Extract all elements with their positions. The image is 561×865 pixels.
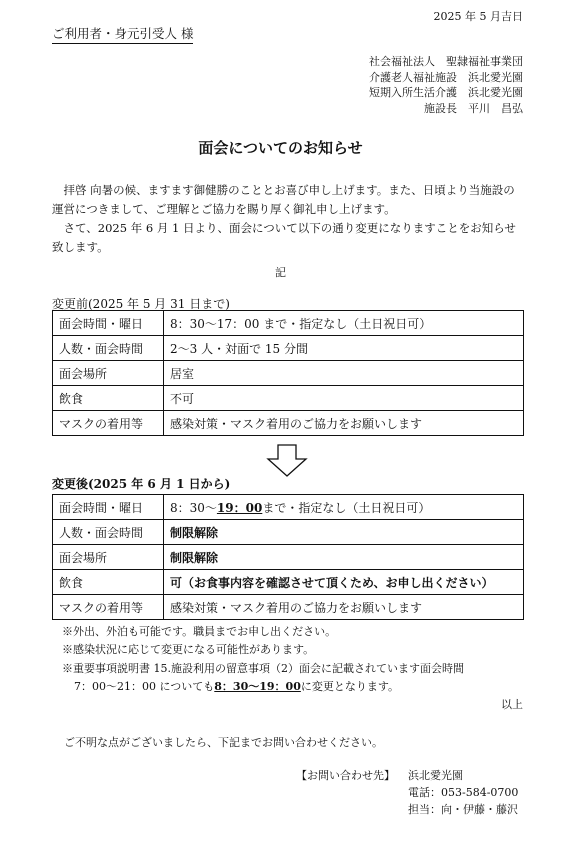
body-paragraph: さて、2025 年 6 月 1 日より、面会について以下の通り変更になりますことをお知らせ致します。 bbox=[52, 221, 516, 254]
contact-label: 【お問い合わせ先】 bbox=[296, 769, 395, 782]
table-row bbox=[53, 595, 524, 620]
table-value bbox=[164, 495, 524, 520]
closing-mark: 以上 bbox=[501, 698, 523, 711]
table-row bbox=[53, 361, 524, 386]
table-value: 居室 bbox=[164, 361, 524, 386]
table-key: 飲食 bbox=[53, 386, 164, 411]
contact-block bbox=[408, 767, 518, 818]
table-value: 2〜3 人・対面で 15 分間 bbox=[164, 336, 524, 361]
note-text: 7：00〜21：00 についても bbox=[74, 679, 215, 693]
table-value: 感染対策・マスク着用のご協力をお願いします bbox=[164, 595, 524, 620]
table-row bbox=[53, 411, 524, 436]
table-key: マスクの着用等 bbox=[53, 411, 164, 436]
table-row bbox=[53, 545, 524, 570]
contact-phone: 電話：053-584-0700 bbox=[408, 786, 519, 799]
table-value: 制限解除 bbox=[164, 545, 524, 570]
contact-name: 浜北愛光園 bbox=[408, 769, 463, 782]
table-row bbox=[53, 570, 524, 595]
table-key: 人数・面会時間 bbox=[53, 520, 164, 545]
table-key: 飲食 bbox=[53, 570, 164, 595]
note-text: に変更となります。 bbox=[300, 679, 399, 693]
note-line: ※重要事項説明書 15.施設利用の留意事項（2）面会に記載されています面会時間 bbox=[62, 661, 464, 675]
time-emphasis: 19：00 bbox=[216, 500, 263, 515]
note-line bbox=[62, 678, 464, 696]
down-arrow-icon bbox=[266, 444, 308, 478]
table-key: 面会場所 bbox=[53, 545, 164, 570]
body-paragraph: 拝啓 向暑の候、ますます御健勝のこととお喜び申し上げます。また、日頃より当施設の運営につきまして、ご理解とご協力を賜り厚く御礼申し上げます。 bbox=[52, 183, 515, 216]
table-key: 人数・面会時間 bbox=[53, 336, 164, 361]
notes-block bbox=[62, 623, 464, 696]
table-row bbox=[53, 495, 524, 520]
issuer-block bbox=[369, 54, 523, 116]
issuer-organization: 社会福祉法人 聖隷福祉事業団 bbox=[369, 55, 523, 68]
table-value: 感染対策・マスク着用のご協力をお願いします bbox=[164, 411, 524, 436]
table-key: マスクの着用等 bbox=[53, 595, 164, 620]
issuer-facility: 介護老人福祉施設 浜北愛光園 bbox=[369, 70, 523, 84]
closing-text: ご不明な点がございましたら、下記までお問い合わせください。 bbox=[64, 736, 383, 749]
table-value: 制限解除 bbox=[164, 520, 524, 545]
issuer-short-stay: 短期入所生活介護 浜北愛光園 bbox=[369, 86, 523, 99]
table-key: 面会場所 bbox=[53, 361, 164, 386]
before-table bbox=[52, 310, 524, 436]
table-value: 8：30〜17：00 まで・指定なし（土日祝日可） bbox=[164, 311, 524, 336]
table-value: 不可 bbox=[164, 386, 524, 411]
after-table bbox=[52, 494, 524, 620]
body-text bbox=[52, 181, 526, 257]
contact-staff: 担当：向・伊藤・藤沢 bbox=[408, 803, 518, 816]
table-value: 可（お食事内容を確認させて頂くため、お申し出ください） bbox=[164, 570, 524, 595]
document-date: 2025 年 5 月吉日 bbox=[433, 10, 523, 23]
recipient-line: ご利用者・身元引受人 様 bbox=[52, 24, 193, 44]
table-row bbox=[53, 336, 524, 361]
issuer-director: 施設長 平川 昌弘 bbox=[424, 101, 523, 115]
note-line: ※外出、外泊も可能です。職員までお申し出ください。 bbox=[62, 625, 337, 638]
before-section-label: 変更前(2025 年 5 月 31 日まで) bbox=[52, 297, 230, 311]
table-row bbox=[53, 386, 524, 411]
table-row bbox=[53, 311, 524, 336]
note-emphasis: 8：30〜19：00 bbox=[214, 679, 301, 693]
document-title: 面会についてのお知らせ bbox=[198, 139, 363, 157]
note-line: ※感染状況に応じて変更になる可能性があります。 bbox=[62, 643, 315, 657]
table-row bbox=[53, 520, 524, 545]
time-suffix: まで・指定なし（土日祝日可） bbox=[262, 500, 431, 515]
time-prefix: 8：30〜 bbox=[170, 500, 217, 515]
ki-marker: 記 bbox=[275, 266, 286, 279]
table-key: 面会時間・曜日 bbox=[53, 495, 164, 520]
table-key: 面会時間・曜日 bbox=[53, 311, 164, 336]
after-section-label: 変更後(2025 年 6 月 1 日から) bbox=[52, 477, 231, 491]
